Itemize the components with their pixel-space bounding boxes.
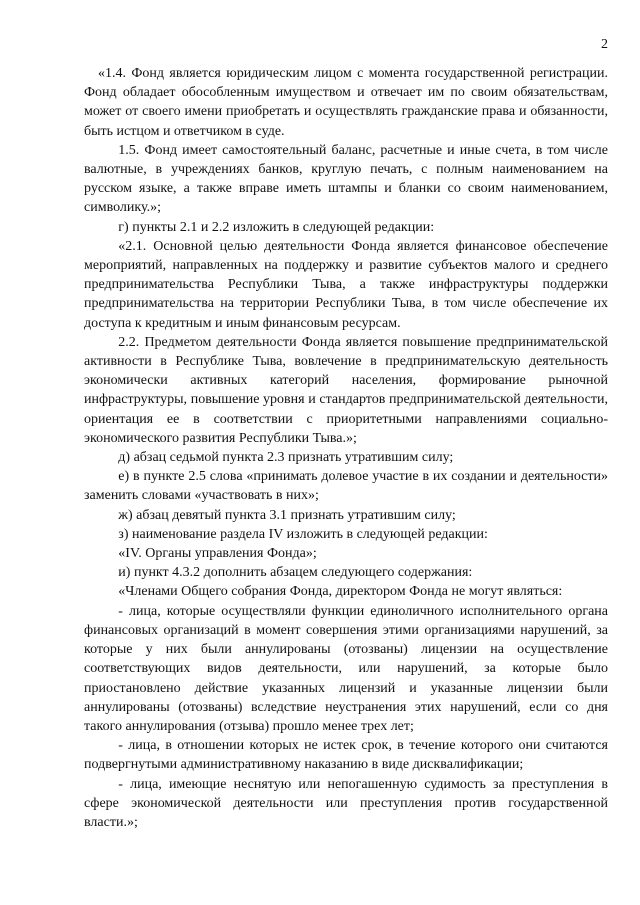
document-body — [84, 64, 608, 832]
paragraph-2-1: «2.1. Основной целью деятельности Фонда является финансовое обеспечение мероприятий, направленных на поддержку и развитие субъектов малого и среднего предпринимательства Республики Тыва, а также инфраструктуры поддержки предпринимательства на территории Республики Тыва, в том числе обеспечение их доступа к кредитным и иным финансовым ресурсам. — [84, 238, 608, 331]
paragraph-section-iv-title: «IV. Органы управления Фонда»; — [118, 546, 317, 562]
paragraph-item-i: и) пункт 4.3.2 дополнить абзацем следующего содержания: — [118, 565, 473, 581]
paragraph-item-zh: ж) абзац девятый пункта 3.1 признать утратившим силу; — [118, 507, 456, 523]
paragraph-item-e: е) в пункте 2.5 слова «принимать долевое участие в их создании и деятельности» заменить словами «участвовать в них»; — [84, 469, 608, 504]
paragraph-item-z: з) наименование раздела IV изложить в следующей редакции: — [118, 526, 488, 542]
paragraph-members-intro: «Членами Общего собрания Фонда, директором Фонда не могут являться: — [118, 584, 563, 600]
list-item-disqualified: - лица, в отношении которых не истек срок, в течение которого они считаются подвергнутыми административному наказанию в виде дисквалификации; — [84, 738, 608, 773]
paragraph-item-d: д) абзац седьмой пункта 2.3 признать утратившим силу; — [118, 450, 454, 466]
list-item-criminal-record: - лица, имеющие неснятую или непогашенную судимость за преступления в сфере экономической деятельности или преступления против государственной власти.»; — [84, 776, 608, 830]
paragraph-1-4: «1.4. Фонд является юридическим лицом с момента государственной регистрации. Фонд обладает обособленным имуществом и отвечает им по своим обязательствам, может от своего имени приобретать и осуществлять гражданские права и обязанности, быть истцом и ответчиком в суде. — [84, 66, 608, 139]
page-number: 2 — [601, 37, 608, 52]
list-item-financial-org-heads: - лица, которые осуществляли функции единоличного исполнительного органа финансовых организаций в момент совершения этими организациями нарушений, за которые у них были аннулированы (отозваны) лицензии на осуществление соответствующих видов деятельности, или нарушений, за которые было приостановлено действие указанных лицензий и указанные лицензии были аннулированы (отозваны) вследствие неустранения этих нарушений, если со дня такого аннулирования (отзыва) прошло менее трех лет; — [84, 603, 608, 734]
paragraph-2-2: 2.2. Предметом деятельности Фонда является повышение предпринимательской активности в Республике Тыва, вовлечение в предпринимательскую деятельность экономически активных категорий населения, формирование рыночной инфраструктуры, повышение уровня и стандартов предпринимательской деятельности, ориентация ее в соответствии с приоритетными направлениями социально-экономического развития Республики Тыва.»; — [84, 334, 608, 446]
paragraph-1-5: 1.5. Фонд имеет самостоятельный баланс, расчетные и иные счета, в том числе валютные, в учреждениях банков, круглую печать, с полным наименованием на русском языке, а также вправе иметь штампы и бланки со своим наименованием, символику.»; — [84, 142, 608, 216]
paragraph-item-g: г) пункты 2.1 и 2.2 изложить в следующей редакции: — [118, 219, 435, 235]
